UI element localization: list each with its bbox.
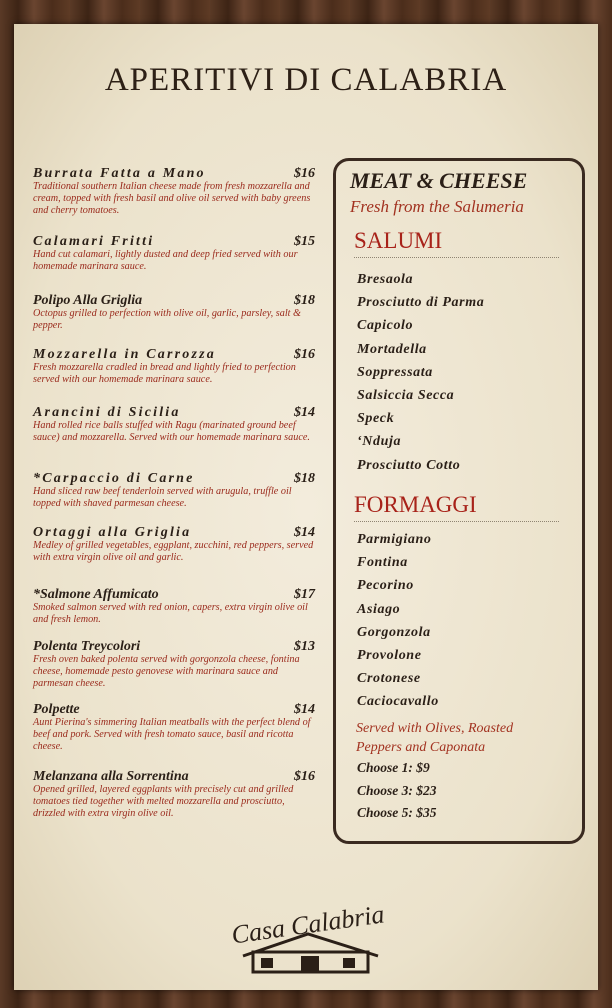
menu-item-name: Polpette [33, 702, 80, 717]
menu-item-name: Calamari Fritti [33, 234, 155, 249]
salumi-item: Speck [357, 411, 395, 427]
menu-item [33, 166, 315, 218]
menu-item [33, 471, 315, 510]
menu-item-header [33, 525, 315, 541]
menu-item-header [33, 405, 315, 421]
house-logo-icon [213, 906, 403, 976]
formaggi-item: Crotonese [357, 671, 421, 687]
menu-item [33, 347, 315, 386]
menu-item-price: $16 [294, 769, 315, 784]
salumi-item: Salsiccia Secca [357, 387, 455, 403]
menu-item-name: Melanzana alla Sorrentina [33, 769, 189, 784]
menu-item-description: Traditional southern Italian cheese made from fresh mozzarella and cream, topped with fresh basil and olive oil served with baby greens and cherry tomatoes. [33, 181, 311, 217]
meat-cheese-subtitle: Fresh from the Salumeria [350, 197, 524, 216]
salumi-item: Soppressata [357, 364, 433, 380]
menu-item-name: Arancini di Sicilia [33, 405, 181, 420]
menu-item [33, 702, 315, 754]
formaggi-item: Caciocavallo [357, 694, 439, 710]
menu-item-description: Opened grilled, layered eggplants with precisely cut and grilled tomatoes tied together with melted mozzarella and prosciutto, drizzled with extra virgin olive oil. [33, 784, 294, 820]
salumi-item: Mortadella [357, 341, 427, 357]
formaggi-item: Parmigiano [357, 532, 432, 547]
casa-calabria-logo [213, 899, 403, 976]
menu-item-price: $13 [294, 639, 315, 654]
menu-item [33, 769, 315, 821]
choice-price-item: Choose 3: $23 [357, 782, 437, 798]
menu-item-name: *Salmone Affumicato [33, 587, 159, 602]
menu-item-header [33, 587, 315, 603]
salumi-item: Prosciutto Cotto [357, 457, 461, 473]
menu-item-price: $14 [294, 525, 315, 540]
logo-text: Casa Calabria [229, 899, 387, 950]
formaggi-item: Pecorino [357, 578, 414, 594]
menu-item [33, 587, 315, 626]
choice-price-item: Choose 1: $9 [357, 760, 430, 775]
formaggi-item: Fontina [357, 555, 408, 571]
menu-item-header [33, 293, 315, 309]
formaggi-item: Gorgonzola [357, 624, 431, 640]
menu-item-header [33, 347, 315, 363]
menu-item-price: $14 [294, 405, 315, 420]
served-with-note: Served with Olives, Roasted Peppers and Caponata [356, 721, 514, 755]
menu-item-description: Medley of grilled vegetables, eggplant, zucchini, red peppers, served with extra virgin olive oil and garlic. [33, 540, 314, 564]
salumi-heading: SALUMI [354, 228, 559, 258]
choice-prices [357, 760, 437, 828]
menu-item-price: $14 [294, 702, 315, 717]
salumi-item: Capicolo [357, 318, 414, 334]
menu-item-price: $16 [294, 166, 315, 181]
menu-item-header [33, 166, 315, 182]
menu-item-price: $17 [294, 587, 315, 602]
menu-item-description: Hand cut calamari, lightly dusted and deep fried served with our homemade marinara sauce. [33, 249, 298, 273]
menu-item [33, 293, 315, 332]
menu-item [33, 405, 315, 444]
formaggi-item: Asiago [357, 601, 401, 617]
menu-item-header [33, 702, 315, 718]
menu-item [33, 234, 315, 273]
menu-item-header [33, 639, 315, 655]
choice-price-item: Choose 5: $35 [357, 805, 437, 820]
menu-title: APERITIVI DI CALABRIA [104, 62, 508, 98]
menu-item-price: $18 [294, 471, 315, 486]
formaggi-list [357, 532, 439, 718]
salumi-item: ‘Nduja [357, 434, 402, 450]
menu-item-name: Burrata Fatta a Mano [33, 166, 206, 181]
menu-item-price: $18 [294, 293, 315, 308]
menu-item-name: Ortaggi alla Griglia [33, 525, 192, 540]
menu-item-name: Mozzarella in Carrozza [33, 347, 216, 362]
menu-item-description: Hand sliced raw beef tenderloin served with arugula, truffle oil topped with shaved parmesan cheese. [33, 486, 292, 510]
menu-item-description: Octopus grilled to perfection with olive oil, garlic, parsley, salt & pepper. [33, 308, 301, 332]
menu-item [33, 639, 315, 691]
salumi-list [357, 272, 484, 481]
menu-item-price: $16 [294, 347, 315, 362]
menu-item-header [33, 234, 315, 250]
menu-item-description: Aunt Pierina's simmering Italian meatballs with the perfect blend of beef and pork. Served with fresh tomato sauce, basil and ricotta cheese. [33, 717, 311, 753]
menu-item-name: Polipo Alla Griglia [33, 293, 143, 308]
menu-item-name: Polenta Treycolori [33, 639, 141, 654]
menu-item-description: Fresh oven baked polenta served with gorgonzola cheese, fontina cheese, homemade pesto genovese with marinara sauce and parmesan cheese. [33, 654, 300, 690]
formaggi-item: Provolone [357, 647, 422, 663]
meat-cheese-title: MEAT & CHEESE [350, 168, 528, 193]
menu-item-description: Fresh mozzarella cradled in bread and lightly fried to perfection served with our homemade marinara sauce. [33, 362, 296, 386]
menu-item-description: Smoked salmon served with red onion, capers, extra virgin olive oil and fresh lemon. [33, 602, 308, 626]
menu-item-name: *Carpaccio di Carne [33, 471, 195, 486]
menu-item-description: Hand rolled rice balls stuffed with Ragu (marinated ground beef sauce) and mozzarella. Served with our homemade marinara sauce. [33, 420, 310, 444]
salumi-item: Bresaola [357, 272, 414, 287]
menu-item-header [33, 471, 315, 487]
formaggi-heading: FORMAGGI [354, 492, 559, 522]
salumi-item: Prosciutto di Parma [357, 295, 485, 311]
menu-item-header [33, 769, 315, 785]
menu-item [33, 525, 315, 564]
menu-item-price: $15 [294, 234, 315, 249]
